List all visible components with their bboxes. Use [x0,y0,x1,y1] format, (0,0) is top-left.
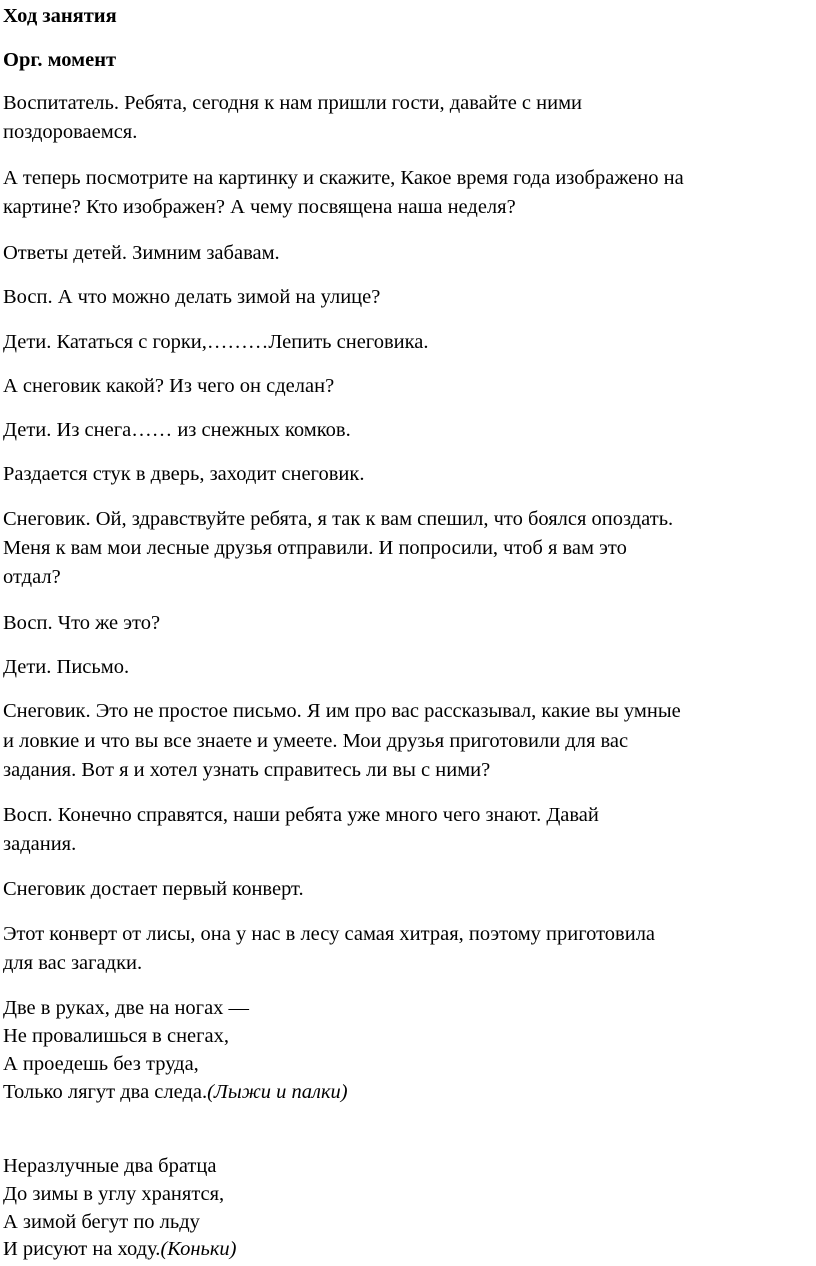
riddle-line [3,1235,237,1264]
riddle-line [3,1078,348,1107]
riddle-line: Не провалишься в снегах, [3,1025,230,1047]
paragraph-line: задания. [3,833,77,855]
paragraph-line: А снеговик какой? Из чего он сделан? [3,375,335,397]
paragraph-line: задания. Вот я и хотел узнать справитесь ли вы с ними? [3,759,491,781]
subheading: Орг. момент [3,49,117,71]
paragraph-line: Снеговик достает первый конверт. [3,878,304,900]
riddle-line: Две в руках, две на ногах — [3,997,250,1019]
paragraph-line: Снеговик. Ой, здравствуйте ребята, я так к вам спешил, что боялся опоздать. [3,508,674,530]
riddle-line: А зимой бегут по льду [3,1211,200,1233]
heading: Ход занятия [3,5,117,27]
paragraph-line: Восп. А что можно делать зимой на улице? [3,286,381,308]
paragraph-line: и ловкие и что вы все знаете и умеете. Мои друзья приготовили для вас [3,730,629,752]
paragraph-line: Ответы детей. Зимним забавам. [3,242,280,264]
paragraph-line: для вас загадки. [3,952,143,974]
paragraph-line: А теперь посмотрите на картинку и скажите, Какое время года изображено на [3,167,684,189]
paragraph-line: Восп. Что же это? [3,612,161,634]
paragraph-line: Дети. Из снега…… из снежных комков. [3,419,351,441]
paragraph-line: отдал? [3,566,61,588]
riddle-answer: (Лыжи и палки) [207,1081,348,1103]
riddle-text: И рисуют на ходу. [3,1238,161,1260]
paragraph-line: Дети. Письмо. [3,656,130,678]
paragraph-line: Раздается стук в дверь, заходит снеговик. [3,463,365,485]
riddle-line: До зимы в углу хранятся, [3,1183,225,1205]
paragraph-line: Снеговик. Это не простое письмо. Я им про вас рассказывал, какие вы умные [3,700,681,722]
paragraph-line: Воспитатель. Ребята, сегодня к нам пришли гости, давайте с ними [3,92,583,114]
paragraph-line: поздороваемся. [3,121,138,143]
paragraph-line: Дети. Кататься с горки,………Лепить снеговика. [3,331,429,353]
riddle-answer: (Коньки) [160,1238,237,1260]
paragraph-line: Меня к вам мои лесные друзья отправили. И попросили, чтоб я вам это [3,537,627,559]
riddle-line: А проедешь без труда, [3,1053,199,1075]
riddle-text: Только лягут два следа. [3,1081,208,1103]
paragraph-line: картине? Кто изображен? А чему посвящена наша неделя? [3,196,516,218]
riddle-line: Неразлучные два братца [3,1155,217,1177]
paragraph-line: Этот конверт от лисы, она у нас в лесу самая хитрая, поэтому приготовила [3,923,656,945]
paragraph-line: Восп. Конечно справятся, наши ребята уже много чего знают. Давай [3,804,599,826]
